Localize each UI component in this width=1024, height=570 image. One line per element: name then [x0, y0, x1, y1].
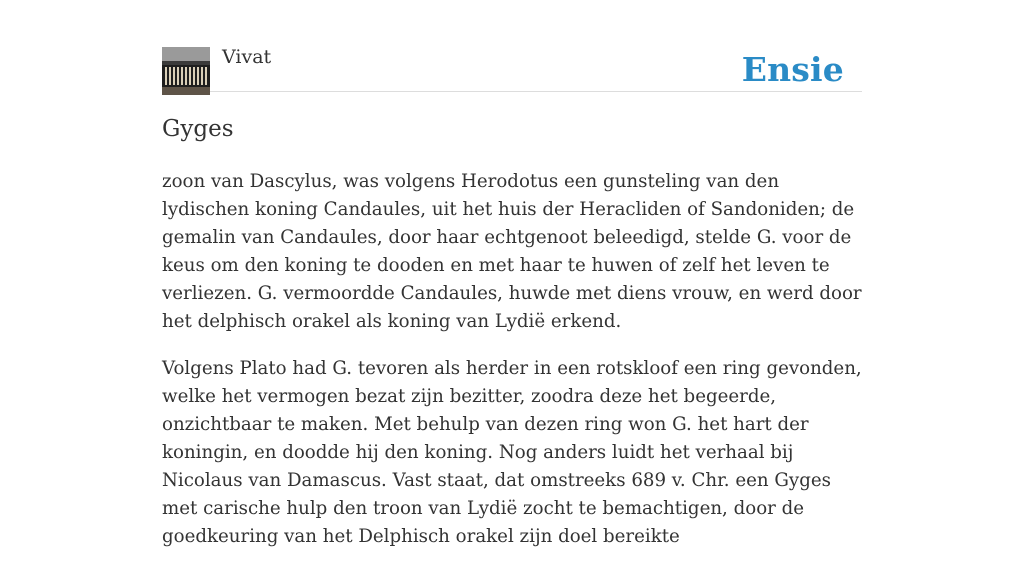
brand-logo[interactable]: Ensie — [741, 50, 844, 89]
library-bookshelf-icon — [162, 47, 210, 95]
author-name[interactable]: Vivat — [222, 46, 272, 68]
article-body — [162, 168, 862, 570]
page — [162, 0, 862, 547]
article-paragraph: Volgens Plato had G. tevoren als herder in een rotskloof een ring gevonden, welke het vermogen bezat zijn bezitter, zoodra deze het begeerde, onzichtbaar te maken. Met behulp van dezen ring won G. het hart der koningin, en doodde hij den koning. Nog anders luidt het verhaal bij Nicolaus van Damascus. Vast staat, dat omstreeks 689 v. Chr. een Gyges met carische hulp den troon van Lydië zocht te bemachtigen, door de goedkeuring van het Delphisch orakel zijn doel bereikte — [162, 358, 862, 547]
header — [162, 0, 862, 92]
article-title: Gyges — [162, 116, 234, 142]
author-avatar[interactable] — [162, 47, 210, 95]
article-paragraph: zoon van Dascylus, was volgens Herodotus een gunsteling van den lydischen koning Candaules, uit het huis der Heracliden of Sandoniden; de gemalin van Candaules, door haar echtgenoot beleedigd, stelde G. voor de keus om den koning te dooden en met haar te huwen of zelf het leven te verliezen. G. vermoordde Candaules, huwde met diens vrouw, en werd door het delphisch orakel als koning van Lydië erkend. — [162, 171, 862, 332]
